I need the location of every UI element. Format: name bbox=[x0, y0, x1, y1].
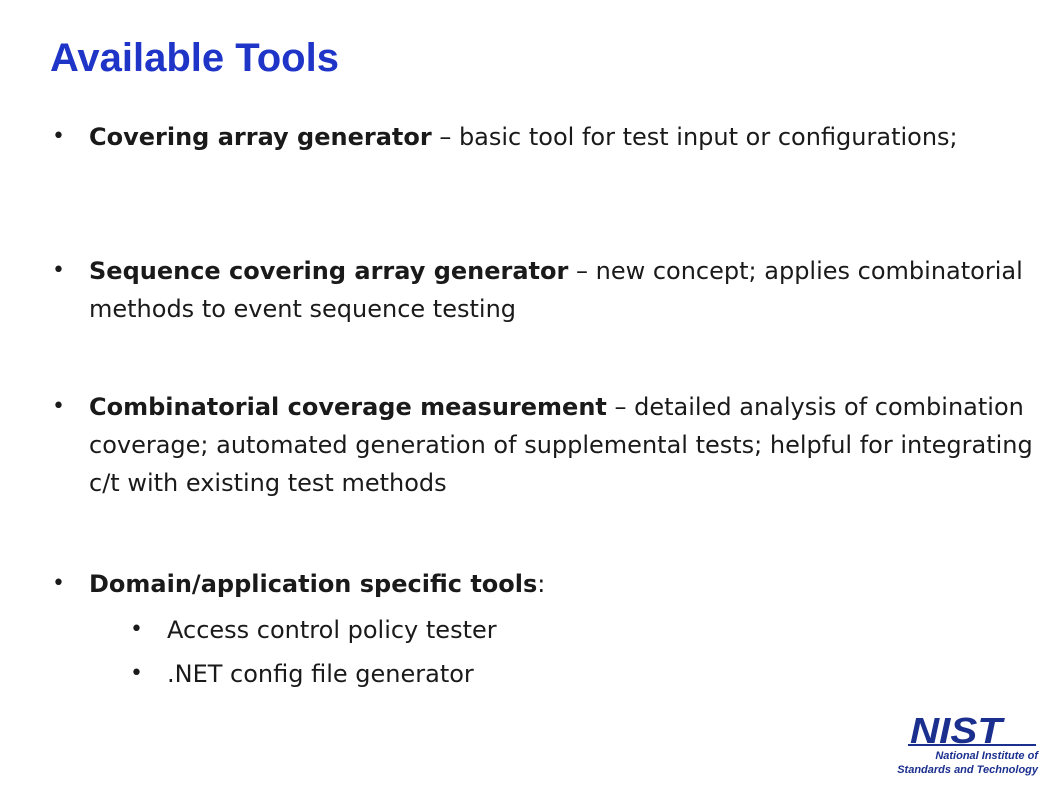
sub-bullet-icon: • bbox=[130, 661, 143, 686]
sub-bullet-text: Access control policy tester bbox=[167, 616, 497, 644]
bullet-heading: Domain/application specific tools bbox=[89, 570, 538, 598]
logo-line-1: National Institute of bbox=[935, 750, 1038, 762]
bullet-item-covering-array bbox=[50, 118, 1040, 156]
bullet-icon: • bbox=[52, 124, 65, 149]
bullet-text: : bbox=[537, 570, 546, 598]
bullet-heading: Sequence covering array generator bbox=[89, 257, 569, 285]
bullet-item-coverage-measurement bbox=[50, 388, 1040, 502]
bullet-item-sequence-covering bbox=[50, 252, 1040, 328]
logo-line-2: Standards and Technology bbox=[897, 764, 1038, 776]
bullet-text: – detailed analysis of combination coverage; automated generation of supplemental tests; helpful for integrating c/t with existing test methods bbox=[89, 393, 1033, 497]
bullet-icon: • bbox=[52, 258, 65, 283]
bullet-item-domain-tools bbox=[50, 565, 1040, 603]
sub-bullet-text: .NET config file generator bbox=[167, 660, 474, 688]
sub-bullet-net-config bbox=[130, 655, 930, 693]
bullet-text: – basic tool for test input or configurations; bbox=[431, 123, 958, 151]
sub-bullet-access-control bbox=[130, 611, 930, 649]
bullet-heading: Combinatorial coverage measurement bbox=[89, 393, 607, 421]
bullet-heading: Covering array generator bbox=[89, 123, 432, 151]
nist-logo-mark: NIST bbox=[910, 710, 1006, 751]
nist-logo bbox=[886, 709, 1042, 777]
bullet-icon: • bbox=[52, 571, 65, 596]
bullet-text: – new concept; applies combinatorial methods to event sequence testing bbox=[89, 257, 1023, 323]
bullet-icon: • bbox=[52, 394, 65, 419]
sub-bullet-icon: • bbox=[130, 617, 143, 642]
slide-title: Available Tools bbox=[50, 36, 339, 80]
